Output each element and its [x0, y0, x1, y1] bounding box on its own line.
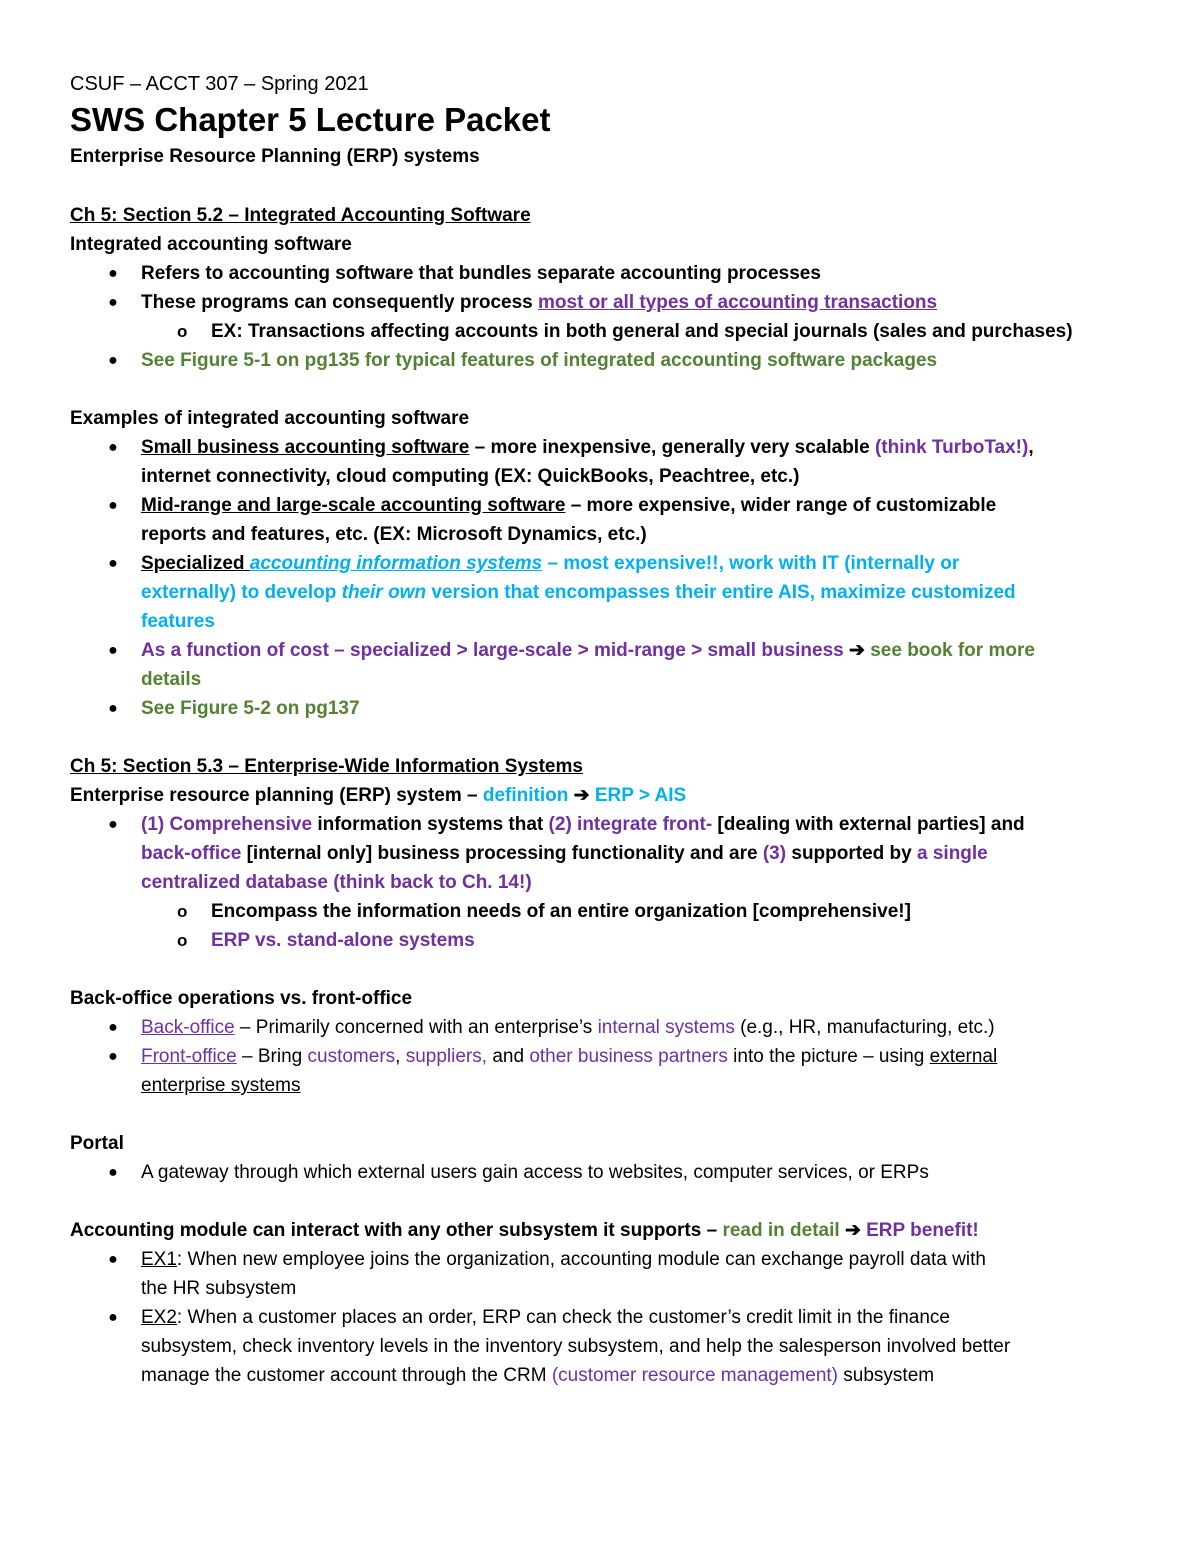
integrated-software-label: Integrated accounting software [70, 234, 352, 255]
sub-list-item: o EX: Transactions affecting accounts in both general and special journals (sales and purchases) [70, 317, 1130, 346]
section-5-2-heading: Ch 5: Section 5.2 – Integrated Accounting Software [70, 205, 531, 226]
circle-bullet-icon: o [177, 931, 188, 950]
office-list [70, 1013, 1130, 1100]
list-item-continuation: enterprise systems [141, 1075, 301, 1096]
list-item: ● Refers to accounting software that bundles separate accounting processes [70, 259, 1130, 288]
bullet-icon: ● [108, 352, 118, 369]
bullet-icon: ● [108, 439, 118, 456]
list-item: ● EX1: When new employee joins the organization, accounting module can exchange payroll data with [70, 1245, 1130, 1274]
list-item: ● Front-office – Bring customers, suppliers, and other business partners into the picture – using external [70, 1042, 1130, 1071]
sub-list-item: o Encompass the information needs of an entire organization [comprehensive!] [70, 897, 1130, 926]
list-item: ● EX2: When a customer places an order, ERP can check the customer’s credit limit in the finance [70, 1303, 1130, 1332]
list-item: ● A gateway through which external users gain access to websites, computer services, or ERPs [70, 1158, 1130, 1187]
examples-list [70, 433, 1130, 723]
arrow-right-icon: ➔ [573, 785, 590, 806]
list-item: ● As a function of cost – specialized > large-scale > mid-range > small business ➔ see book for more [70, 636, 1130, 665]
module-list [70, 1245, 1130, 1390]
portal-list [70, 1158, 1130, 1187]
bullet-icon: ● [108, 497, 118, 514]
module-label: Accounting module can interact with any other subsystem it supports – read in detail ➔ ERP benefit! [70, 1220, 979, 1241]
bullet-icon: ● [108, 555, 118, 572]
bullet-icon: ● [108, 1019, 118, 1036]
list-item-continuation: internet connectivity, cloud computing (EX: QuickBooks, Peachtree, etc.) [141, 466, 800, 487]
bullet-icon: ● [108, 265, 118, 282]
list-item: ● Specialized accounting information systems – most expensive!!, work with IT (internally or [70, 549, 1130, 578]
bullet-icon: ● [108, 1164, 118, 1181]
bullet-icon: ● [108, 642, 118, 659]
list-item: ● (1) Comprehensive information systems that (2) integrate front- [dealing with external parties] and [70, 810, 1130, 839]
list-item: ● See Figure 5-1 on pg135 for typical features of integrated accounting software packages [70, 346, 1130, 375]
bullet-icon: ● [108, 1251, 118, 1268]
list-item: ● Small business accounting software – more inexpensive, generally very scalable (think TurboTax!), [70, 433, 1130, 462]
list-item-continuation: details [141, 669, 202, 690]
page-title: SWS Chapter 5 Lecture Packet [70, 101, 551, 138]
list-item-continuation: manage the customer account through the CRM (customer resource management) subsystem [141, 1365, 935, 1386]
list-item: ● These programs can consequently process most or all types of accounting transactions [70, 288, 1130, 317]
circle-bullet-icon: o [177, 902, 188, 921]
erp-list [70, 810, 1130, 955]
bullet-icon: ● [108, 1309, 118, 1326]
office-label: Back-office operations vs. front-office [70, 988, 413, 1009]
bullet-icon: ● [108, 700, 118, 717]
list-item: ● See Figure 5-2 on pg137 [70, 694, 1130, 723]
portal-label: Portal [70, 1133, 124, 1154]
page-subtitle: Enterprise Resource Planning (ERP) systems [70, 146, 480, 167]
examples-label: Examples of integrated accounting software [70, 408, 470, 429]
document-page [70, 70, 1130, 1390]
list-item-continuation: externally) to develop their own version that encompasses their entire AIS, maximize customized [141, 582, 1016, 603]
circle-bullet-icon: o [177, 322, 188, 341]
section-5-3-heading: Ch 5: Section 5.3 – Enterprise-Wide Information Systems [70, 756, 583, 777]
bullet-icon: ● [108, 1048, 118, 1065]
list-item-continuation: features [141, 611, 215, 632]
list-item-continuation: centralized database (think back to Ch. 14!) [141, 872, 532, 893]
list-item: ● Back-office – Primarily concerned with an enterprise’s internal systems (e.g., HR, manufacturing, etc.) [70, 1013, 1130, 1042]
bullet-icon: ● [108, 294, 118, 311]
arrow-right-icon: ➔ [844, 1220, 861, 1241]
list-item-continuation: subsystem, check inventory levels in the inventory subsystem, and help the salesperson involved better [141, 1336, 1011, 1357]
course-header: CSUF – ACCT 307 – Spring 2021 [70, 73, 369, 95]
list-item-continuation: the HR subsystem [141, 1278, 297, 1299]
bullet-icon: ● [108, 816, 118, 833]
erp-definition-label: Enterprise resource planning (ERP) system – definition ➔ ERP > AIS [70, 785, 687, 806]
list-item: ● Mid-range and large-scale accounting software – more expensive, wider range of customizable [70, 491, 1130, 520]
list-item-continuation: reports and features, etc. (EX: Microsoft Dynamics, etc.) [141, 524, 647, 545]
list-item-continuation: back-office [internal only] business processing functionality and are (3) supported by a single [141, 843, 988, 864]
sub-list-item: o ERP vs. stand-alone systems [70, 926, 1130, 955]
integrated-software-list [70, 259, 1130, 375]
arrow-right-icon: ➔ [849, 640, 865, 661]
